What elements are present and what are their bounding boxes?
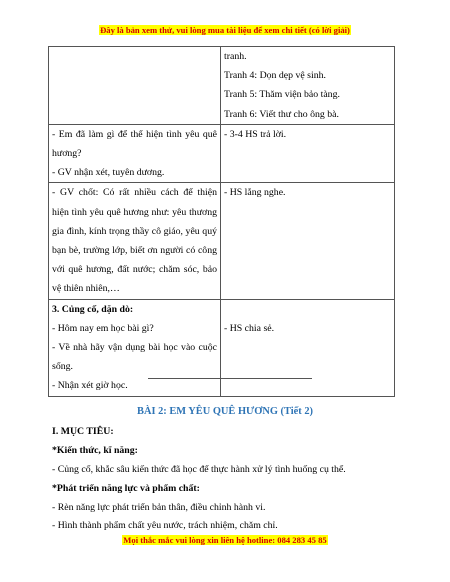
divider <box>148 378 312 379</box>
cell-spacer <box>224 300 391 319</box>
table-row <box>49 183 395 299</box>
cell-paragraph: - HS chia sẻ. <box>224 322 275 334</box>
cell-paragraph: - Nhận xét giờ học. <box>52 380 128 392</box>
cell-line: Tranh 4: Dọn dẹp vệ sinh. <box>224 70 326 82</box>
teacher-cell <box>49 183 221 299</box>
hotline-banner-text: Mọi thắc mắc vui lòng xin liên hệ hotline: 084 283 45 85 <box>123 535 327 545</box>
lesson-activity-table <box>48 46 395 397</box>
subsection-heading: *Kiến thức, kĩ năng: <box>52 445 138 456</box>
section-heading: I. MỤC TIÊU: <box>52 426 114 437</box>
cell-paragraph: - Em đã làm gì để thể hiện tình yêu quê hương? <box>52 128 217 160</box>
cell-paragraph: - 3-4 HS trả lời. <box>224 128 287 140</box>
cell-line: Tranh 5: Thăm viện bảo tàng. <box>224 89 340 101</box>
hotline-banner <box>0 533 450 547</box>
student-cell <box>221 299 395 396</box>
cell-paragraph: - Hôm nay em học bài gì? <box>52 322 154 334</box>
teacher-cell <box>49 47 221 125</box>
cell-paragraph: - GV nhận xét, tuyên dương. <box>52 167 165 179</box>
table-row <box>49 299 395 396</box>
objective-line: - Rèn năng lực phát triển bản thân, điều chỉnh hành vi. <box>52 502 266 513</box>
lesson-title: BÀI 2: EM YÊU QUÊ HƯƠNG (Tiết 2) <box>137 406 313 417</box>
student-cell <box>221 183 395 299</box>
objective-line: - Hình thành phẩm chất yêu nước, trách nhiệm, chăm chỉ. <box>52 520 278 531</box>
table-row <box>49 47 395 125</box>
cell-line: tranh. <box>224 51 247 62</box>
cell-paragraph: - HS lắng nghe. <box>224 187 286 199</box>
student-cell <box>221 47 395 125</box>
cell-line: Tranh 6: Viết thư cho ông bà. <box>224 108 339 120</box>
subsection-heading: *Phát triển năng lực và phẩm chất: <box>52 483 200 494</box>
objective-line: - Củng cố, khắc sâu kiến thức đã học để thực hành xử lý tình huống cụ thể. <box>52 464 346 475</box>
cell-paragraph: - Về nhà hãy vận dụng bài học vào cuộc sống. <box>52 342 217 373</box>
preview-banner-text: Đây là bản xem thử, vui lòng mua tài liệu để xem chi tiết (có lời giải) <box>100 25 350 35</box>
student-cell <box>221 124 395 183</box>
cell-paragraph: - GV chốt: Có rất nhiều cách để thiện hiện tình yêu quê hương như: yêu thương gia đình, kính trọng thầy cô giáo, yêu quý bạn bè, trường lớp, biết ơn người có công với quê hương, đất nước; chăm sóc, bảo vệ thiên nhiên,… <box>52 187 217 295</box>
teacher-cell <box>49 124 221 183</box>
preview-banner <box>0 23 450 37</box>
table-row <box>49 124 395 183</box>
teacher-cell <box>49 299 221 396</box>
section-heading: 3. Củng cố, dặn dò: <box>52 303 134 315</box>
